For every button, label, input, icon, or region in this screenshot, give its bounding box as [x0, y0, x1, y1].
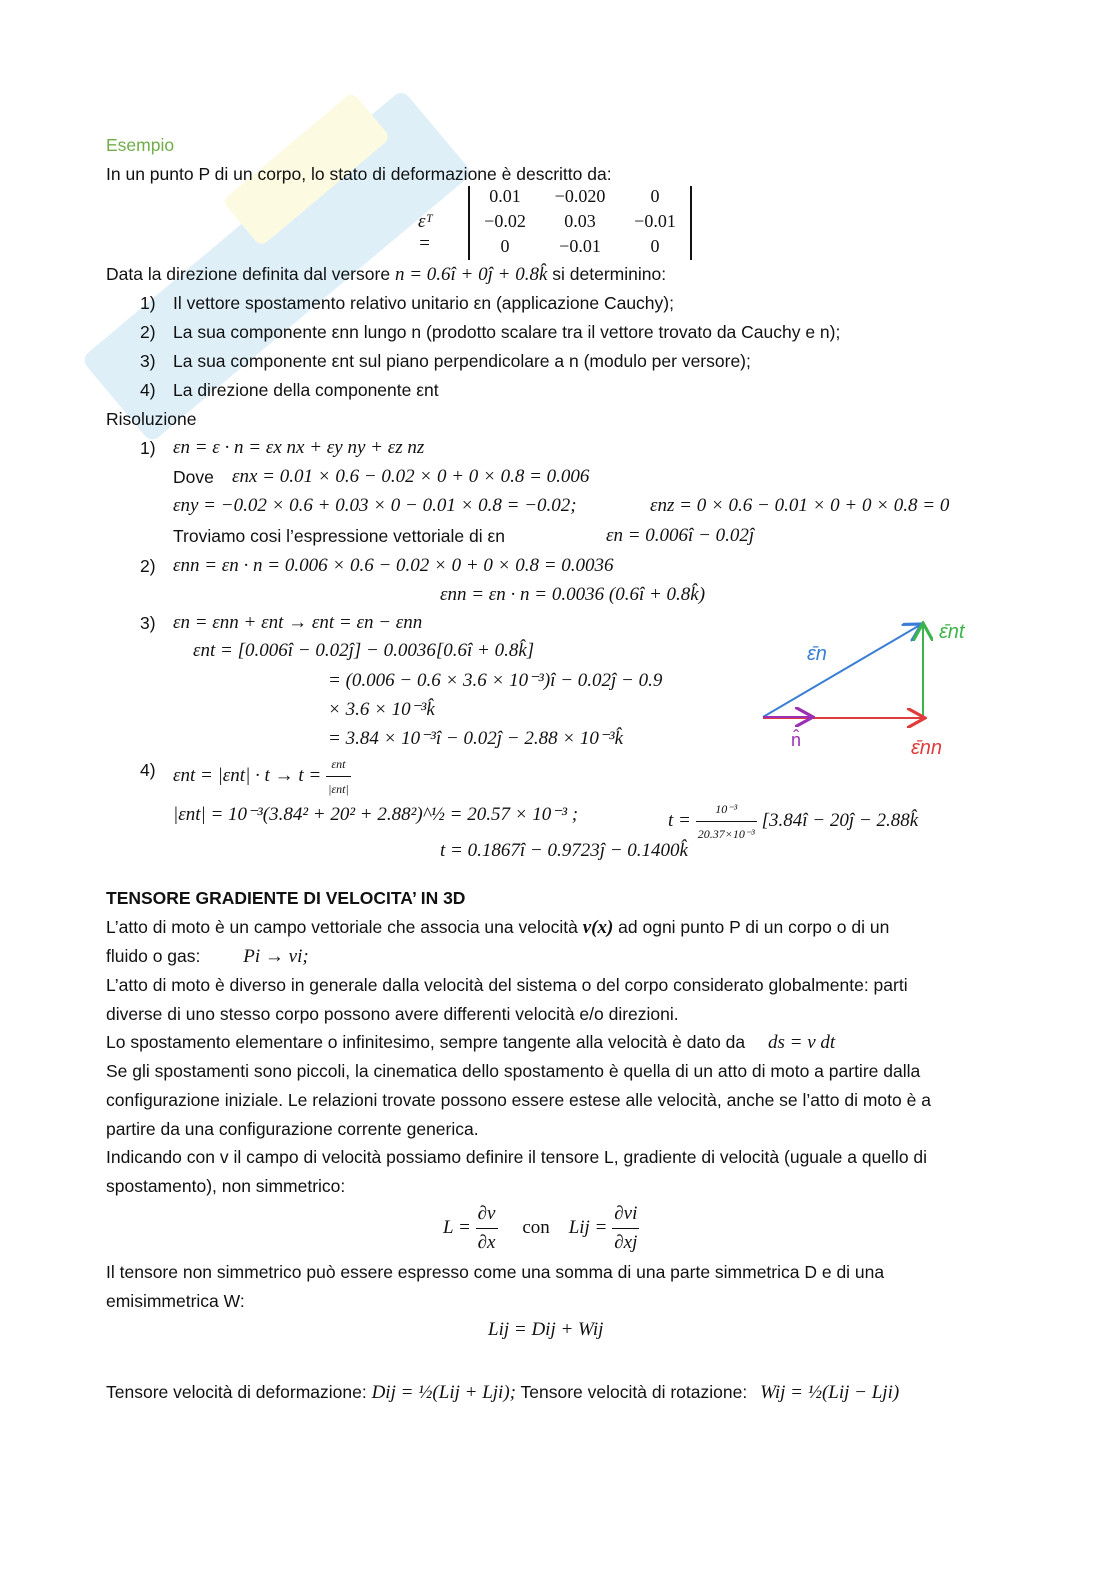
intro-text: In un punto P di un corpo, lo stato di deformazione è descritto da:: [106, 164, 612, 184]
step4-t-vector: [3.84î − 20ĵ − 2.88k̂: [761, 810, 919, 832]
para1a: L’atto di moto è un campo vettoriale che associa una velocità: [106, 917, 578, 937]
step3-line2: = (0.006 − 0.6 × 3.6 × 10⁻³)î − 0.02ĵ − 0.9: [328, 670, 663, 691]
eq-bot: ∂x: [477, 1232, 496, 1253]
step-number: 4): [140, 760, 156, 780]
step-number: 3): [140, 613, 156, 633]
step2-vector: εnn = εn · n = 0.0036 (0.6î + 0.8k̂): [440, 584, 706, 605]
step4-frac-top: εnt: [326, 752, 351, 777]
task-text: La direzione della componente εnt: [173, 380, 439, 400]
step1-dove: Dove: [173, 467, 214, 487]
para3: Lo spostamento elementare o infinitesimo, sempre tangente alla velocità è dato da: [106, 1032, 746, 1052]
step3-line1: εnt = [0.006î − 0.02ĵ] − 0.0036[0.6î + 0.8k̂]: [193, 640, 535, 661]
vector-diagram: [755, 610, 990, 770]
step4-result: t = 0.1867î − 0.9723ĵ − 0.1400k̂: [440, 840, 688, 861]
paragraph-line: [106, 944, 309, 969]
matrix-label: εᵀ =: [418, 211, 433, 254]
step1-result: εn = 0.006î − 0.02ĵ: [606, 525, 755, 546]
decomposition-equation: Lij = Dij + Wij: [488, 1319, 604, 1340]
step3-line4: = 3.84 × 10⁻³î − 0.02ĵ − 2.88 × 10⁻³k̂: [328, 728, 624, 749]
label-ent: ε̄nt: [939, 621, 965, 643]
rotation-rate-label: Tensore velocità di rotazione:: [520, 1382, 748, 1402]
step4-equation-line: [173, 752, 351, 801]
step1-enx: εnx = 0.01 × 0.6 − 0.02 × 0 + 0 × 0.8 = 0.006: [232, 466, 590, 487]
label-en: ε̄n: [807, 643, 827, 665]
matrix-cell: −0.02: [484, 211, 526, 231]
paragraph-line: Il tensore non simmetrico può essere espresso come una somma di una parte simmetrica D e di una: [106, 1262, 885, 1282]
step4-t-line: [668, 797, 918, 846]
direction-formula: n = 0.6î + 0ĵ + 0.8k̂: [394, 264, 548, 285]
gradient-equation: [443, 1200, 639, 1257]
velocity-symbol: v(x): [582, 917, 614, 938]
task-text: Il vettore spostamento relativo unitario εn (applicazione Cauchy);: [173, 293, 674, 313]
paragraph-line: L’atto di moto è diverso in generale dalla velocità del sistema o del corpo considerato globalmente: parti: [106, 975, 908, 995]
paragraph-line: diverse di uno stesso corpo possono avere differenti velocità e/o direzioni.: [106, 1004, 679, 1024]
matrix-cell: −0.01: [559, 236, 601, 256]
matrix-row: [470, 211, 690, 235]
step1-text: Troviamo cosi l’espressione vettoriale di εn: [173, 526, 506, 546]
rotation-rate-formula: Wij = ½(Lij − Lji): [760, 1382, 900, 1403]
step4-fraction: [326, 752, 351, 801]
matrix-cell: 0: [650, 236, 660, 256]
direction-line: [106, 262, 666, 287]
task-number: 1): [140, 293, 156, 313]
direction-suffix: si determinino:: [552, 264, 667, 284]
example-title: Esempio: [106, 135, 175, 155]
eq-fraction2: [612, 1200, 639, 1257]
matrix-cell: 0: [650, 186, 660, 206]
direction-text: Data la direzione definita dal versore: [106, 264, 391, 284]
step4-modulus: |εnt| = 10⁻³(3.84² + 20² + 2.88²)^½ = 20.57 × 10⁻³ ;: [173, 804, 579, 825]
paragraph-line: [106, 915, 889, 940]
eq-con: con: [522, 1217, 550, 1239]
eq-top: ∂v: [476, 1200, 498, 1229]
label-n: n̂: [791, 730, 802, 750]
matrix-cell: 0.01: [489, 186, 521, 206]
vector-en: [763, 625, 920, 717]
matrix-cell: −0.01: [634, 211, 676, 231]
displacement-formula: ds = v dt: [768, 1032, 836, 1053]
eq-fraction: [476, 1200, 498, 1257]
para1b: ad ogni punto P di un corpo o di un: [618, 917, 890, 937]
paragraph-line: configurazione iniziale. Le relazioni trovate possono essere estese alle velocità, anche se l’atto di moto è a: [106, 1090, 931, 1110]
task-text: La sua componente εnn lungo n (prodotto scalare tra il vettore trovato da Cauchy e n);: [173, 322, 841, 342]
step4-t: t =: [668, 810, 691, 832]
final-line: [106, 1380, 899, 1405]
matrix-cell: 0: [500, 236, 510, 256]
paragraph-line: Indicando con v il campo di velocità possiamo definire il tensore L, gradiente di velocità (uguale a quello di: [106, 1147, 928, 1167]
paragraph-line: Se gli spostamenti sono piccoli, la cinematica dello spostamento è quella di un atto di moto a partire dalla: [106, 1061, 921, 1081]
task-number: 4): [140, 380, 156, 400]
section-title: TENSORE GRADIENTE DI VELOCITA’ IN 3D: [106, 888, 466, 908]
step1-equation: εn = ε · n = εx nx + εy ny + εz nz: [173, 437, 425, 458]
step4-t-fraction: [696, 797, 757, 846]
label-enn: ε̄nn: [911, 737, 943, 759]
para1c: fluido o gas:: [106, 946, 201, 966]
eq-lhs: L =: [443, 1217, 471, 1239]
step-number: 2): [140, 556, 156, 576]
eq-top2: ∂vi: [612, 1200, 639, 1229]
step-number: 1): [140, 438, 156, 458]
step1-eny: εny = −0.02 × 0.6 + 0.03 × 0 − 0.01 × 0.8 = −0.02;: [173, 495, 577, 516]
paragraph-line: [106, 1030, 835, 1055]
matrix-row: [470, 236, 690, 260]
matrix-cell: 0.03: [564, 211, 596, 231]
solution-title: Risoluzione: [106, 409, 197, 429]
matrix-row: [470, 186, 690, 210]
step1-enz: εnz = 0 × 0.6 − 0.01 × 0 + 0 × 0.8 = 0: [650, 495, 950, 516]
paragraph-line: partire da una configurazione corrente generica.: [106, 1119, 479, 1139]
task-number: 3): [140, 351, 156, 371]
task-number: 2): [140, 322, 156, 342]
step3-equation: εn = εnn + εnt → εnt = εn − εnn: [173, 612, 423, 633]
task-text: La sua componente εnt sul piano perpendicolare a n (modulo per versore);: [173, 351, 751, 371]
step2-equation: εnn = εn · n = 0.006 × 0.6 − 0.02 × 0 + 0 × 0.8 = 0.0036: [173, 555, 614, 576]
step4-t-top: 10⁻³: [696, 797, 757, 822]
matrix-grid: [468, 186, 692, 260]
step3-line3: × 3.6 × 10⁻³k̂: [328, 699, 435, 720]
step4-frac-bot: |εnt|: [328, 782, 349, 796]
matrix-cell: −0.020: [554, 186, 606, 206]
deformation-rate-formula: Dij = ½(Lij + Lji);: [371, 1382, 516, 1403]
deformation-rate-label: Tensore velocità di deformazione:: [106, 1382, 367, 1402]
step4-t-bot: 20.37×10⁻³: [697, 827, 755, 841]
step4-equation: εnt = |εnt| · t → t =: [173, 765, 322, 787]
mapping-formula: Pi → vi;: [243, 946, 309, 967]
eq-lhs2: Lij =: [568, 1217, 608, 1239]
paragraph-line: emisimmetrica W:: [106, 1291, 245, 1311]
eq-bot2: ∂xj: [614, 1232, 638, 1253]
paragraph-line: spostamento), non simmetrico:: [106, 1176, 346, 1196]
